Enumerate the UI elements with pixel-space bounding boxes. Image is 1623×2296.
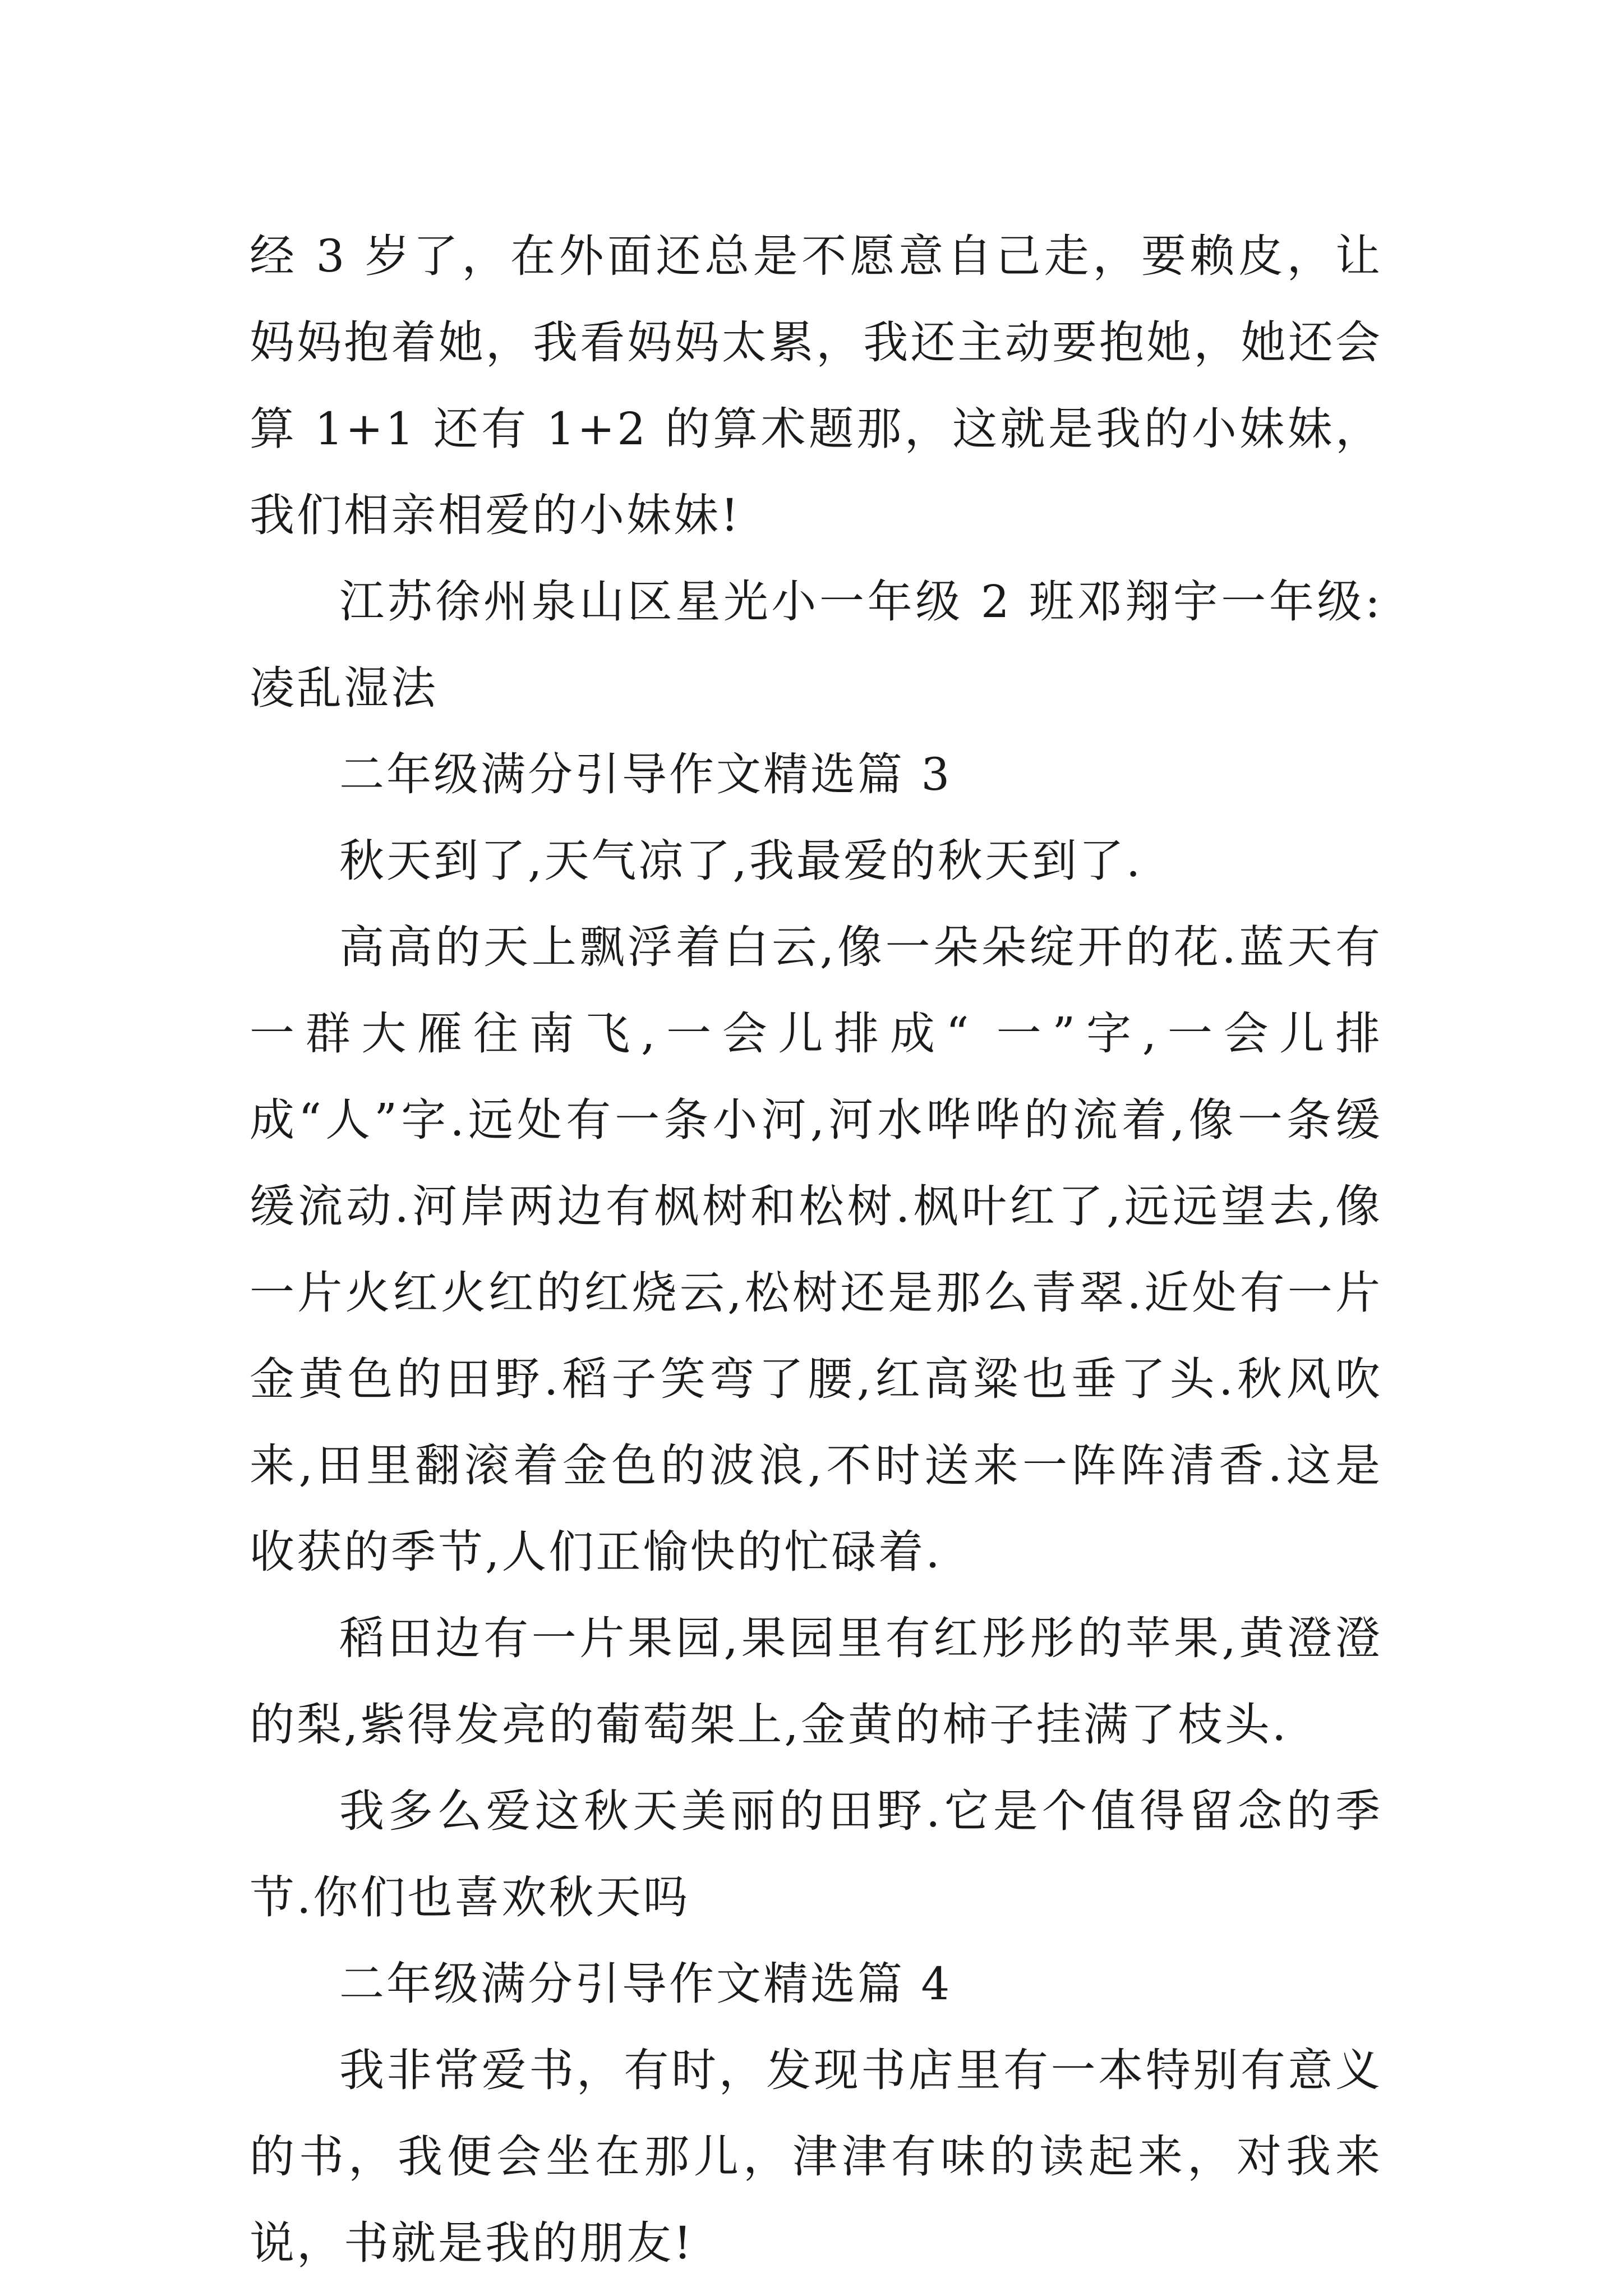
paragraph-autumn-intro: 秋天到了,天气凉了,我最爱的秋天到了. [339, 835, 1143, 887]
section-heading-3: 二年级满分引导作文精选篇 3 [339, 748, 952, 800]
section-heading-4: 二年级满分引导作文精选篇 4 [339, 1958, 952, 2010]
paragraph-autumn-closing: 我多么爱这秋天美丽的田野.它是个值得留念的季节.你们也喜欢秋天吗 [250, 1785, 1382, 1924]
paragraph-author-signature: 江苏徐州泉山区星光小一年级 2 班邓翔宇一年级:凌乱湿法 [250, 576, 1382, 714]
document-body [250, 213, 1382, 2286]
paragraph-love-books: 我非常爱书，有时，发现书店里有一本特别有意义的书，我便会坐在那儿，津津有味的读起来，对我来说，书就是我的朋友! [250, 2044, 1382, 2269]
paragraph-autumn-scenery: 高高的天上飘浮着白云,像一朵朵绽开的花.蓝天有一群大雁往南飞,一会儿排成“ 一”字,一会儿排成“人”字.远处有一条小河,河水哗哗的流着,像一条缓缓流动.河岸两边有枫树和松树.枫叶红了,远远望去,像一片火红火红的红烧云,松树还是那么青翠.近处有一片金黄色的田野.稻子笑弯了腰,红高粱也垂了头.秋风吹来,田里翻滚着金色的波浪,不时送来一阵阵清香.这是收获的季节,人们正愉快的忙碌着. [250, 921, 1382, 1578]
paragraph-orchard: 稻田边有一片果园,果园里有红彤彤的苹果,黄澄澄的梨,紫得发亮的葡萄架上,金黄的柿子挂满了枝头. [250, 1612, 1382, 1751]
paragraph-sister-ending: 经 3 岁了，在外面还总是不愿意自己走，要赖皮，让妈妈抱着她，我看妈妈太累，我还主动要抱她，她还会算 1+1 还有 1+2 的算术题那，这就是我的小妹妹，我们相亲相爱的小妹妹! [250, 230, 1382, 541]
